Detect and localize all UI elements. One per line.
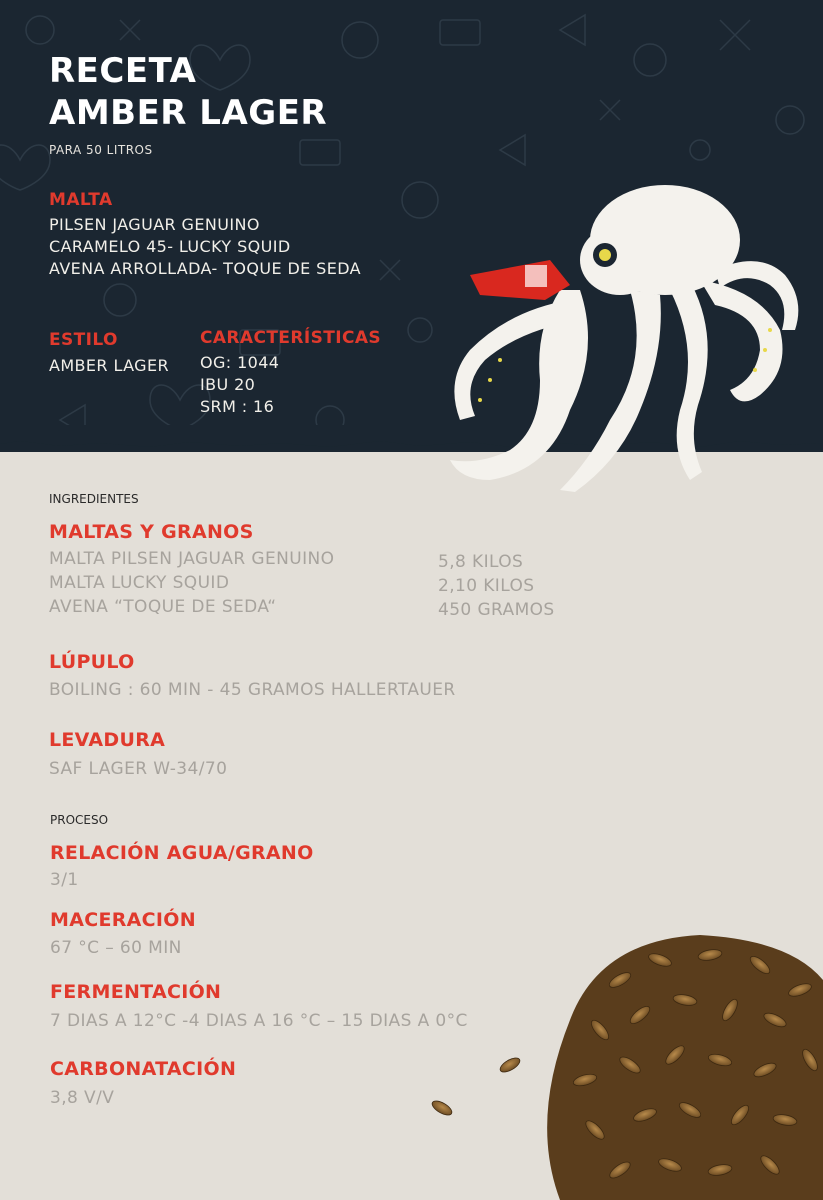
malta-item: CARAMELO 45- LUCKY SQUID [49, 237, 291, 256]
fermentacion-value: 7 DIAS A 12°C -4 DIAS A 16 °C – 15 DIAS A 0°C [50, 1011, 468, 1031]
carbonatacion-value: 3,8 V/V [50, 1088, 115, 1108]
malta-list [49, 214, 361, 280]
srm-value: SRM : 16 [200, 397, 275, 416]
ibu-value: IBU 20 [200, 375, 256, 394]
malt-amount: 5,8 KILOS [438, 552, 524, 572]
malta-item: AVENA ARROLLADA- TOQUE DE SEDA [49, 259, 362, 278]
page-subtitle: PARA 50 LITROS [49, 143, 153, 157]
malta-heading: MALTA [49, 190, 113, 210]
caracteristicas-heading: CARACTERÍSTICAS [200, 328, 382, 348]
relacion-heading: RELACIÓN AGUA/GRANO [50, 842, 314, 864]
levadura-value: SAF LAGER W-34/70 [49, 759, 228, 779]
fermentacion-heading: FERMENTACIÓN [50, 981, 222, 1003]
malt-amount: 450 GRAMOS [438, 600, 555, 620]
ingredientes-label: INGREDIENTES [49, 492, 139, 506]
estilo-heading: ESTILO [49, 330, 118, 350]
malt-name: MALTA LUCKY SQUID [49, 573, 230, 593]
malt-amount: 2,10 KILOS [438, 576, 535, 596]
og-value: OG: 1044 [200, 353, 280, 372]
maltas-names [49, 547, 334, 619]
malt-name: MALTA PILSEN JAGUAR GENUINO [49, 549, 335, 569]
malt-name: AVENA “TOQUE DE SEDA“ [49, 597, 277, 617]
levadura-heading: LEVADURA [49, 729, 166, 751]
lupulo-value: BOILING : 60 MIN - 45 GRAMOS HALLERTAUER [49, 680, 456, 700]
relacion-value: 3/1 [50, 870, 79, 890]
octopus-illustration [430, 180, 823, 500]
caracteristicas-list [200, 352, 279, 418]
proceso-label: PROCESO [50, 813, 109, 827]
carbonatacion-heading: CARBONATACIÓN [50, 1058, 237, 1080]
estilo-value: AMBER LAGER [49, 356, 170, 375]
lupulo-heading: LÚPULO [49, 651, 135, 673]
maltas-heading: MALTAS Y GRANOS [49, 521, 254, 543]
maltas-amounts [438, 550, 555, 622]
maceracion-value: 67 °C – 60 MIN [50, 938, 182, 958]
malt-grains-image [420, 920, 823, 1200]
page-title: RECETA AMBER LAGER [49, 51, 328, 133]
maceracion-heading: MACERACIÓN [50, 909, 196, 931]
malta-item: PILSEN JAGUAR GENUINO [49, 215, 260, 234]
